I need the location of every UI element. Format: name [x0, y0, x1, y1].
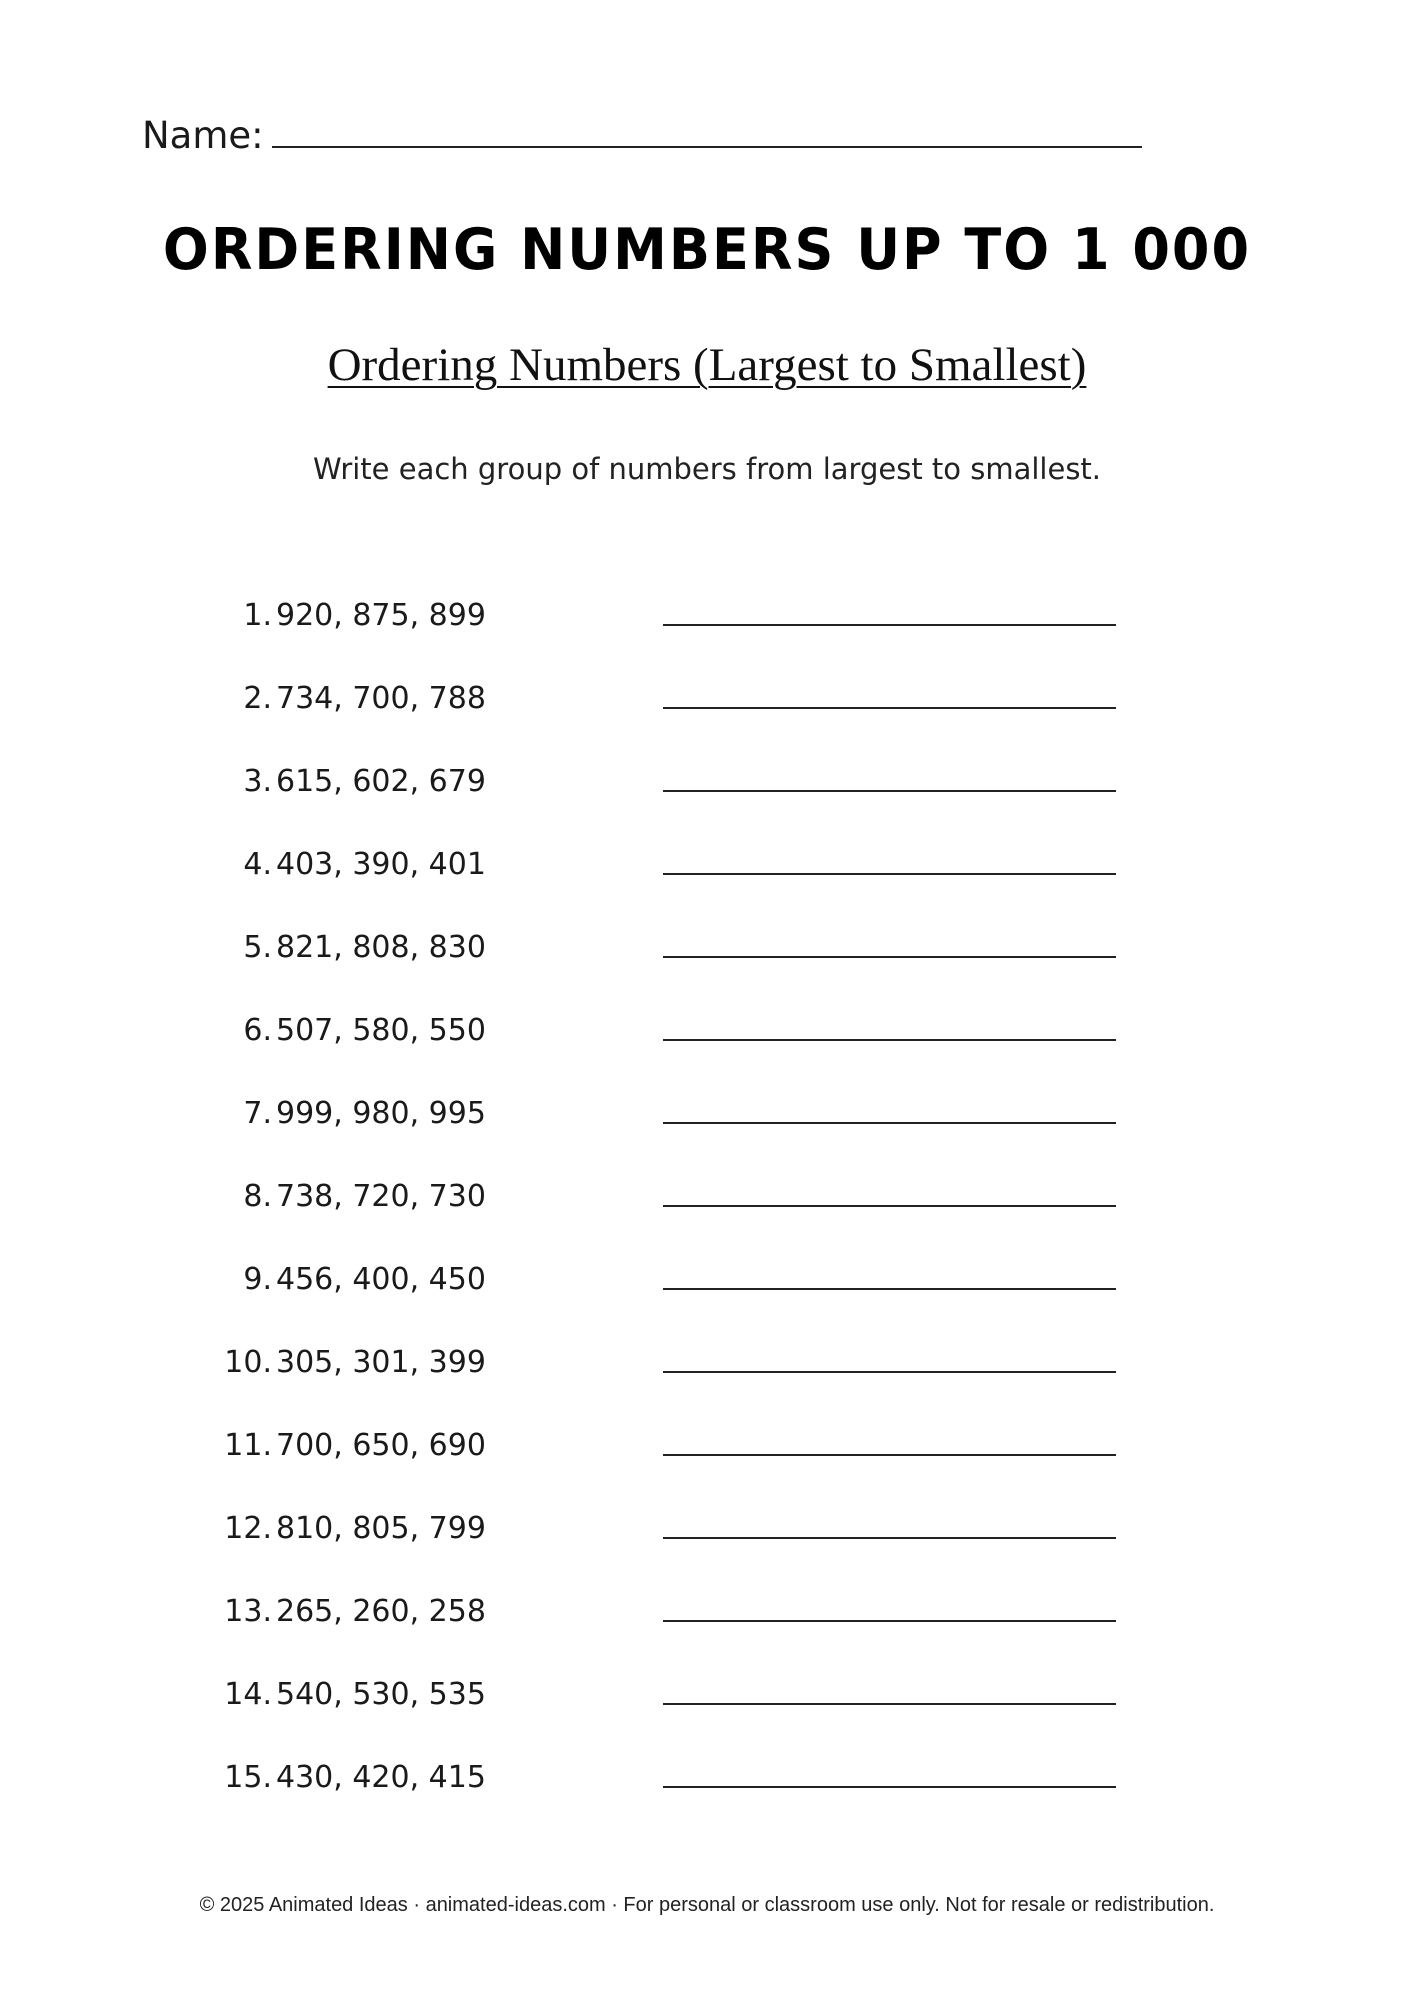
name-label: Name: [142, 114, 264, 157]
problem-values: 430, 420, 415 [276, 1760, 486, 1795]
problem-item [0, 588, 1414, 648]
problem-values: 734, 700, 788 [276, 681, 486, 716]
problem-item [0, 920, 1414, 980]
problem-values: 920, 875, 899 [276, 598, 486, 633]
problem-values: 456, 400, 450 [276, 1262, 486, 1297]
name-field-row [142, 114, 1142, 157]
problem-number: 11. [224, 1428, 272, 1463]
problem-number: 9. [243, 1262, 272, 1297]
problem-values: 700, 650, 690 [276, 1428, 486, 1463]
answer-line[interactable] [663, 1039, 1116, 1041]
answer-line[interactable] [663, 1786, 1116, 1788]
problem-number: 6. [243, 1013, 272, 1048]
problem-values: 810, 805, 799 [276, 1511, 486, 1546]
problem-number: 7. [243, 1096, 272, 1131]
problem-item [0, 1584, 1414, 1644]
answer-line[interactable] [663, 1620, 1116, 1622]
problem-item [0, 1169, 1414, 1229]
problem-item [0, 1418, 1414, 1478]
page-title: ORDERING NUMBERS UP TO 1 000 [162, 216, 1252, 283]
problem-values: 507, 580, 550 [276, 1013, 486, 1048]
problem-number: 1. [243, 598, 272, 633]
problem-values: 999, 980, 995 [276, 1096, 486, 1131]
section-subtitle: Ordering Numbers (Largest to Smallest) [327, 339, 1087, 391]
problem-item [0, 1003, 1414, 1063]
answer-line[interactable] [663, 873, 1116, 875]
answer-line[interactable] [663, 1205, 1116, 1207]
problem-item [0, 1335, 1414, 1395]
problem-number: 14. [224, 1677, 272, 1712]
problem-values: 305, 301, 399 [276, 1345, 486, 1380]
problem-values: 403, 390, 401 [276, 847, 486, 882]
problem-values: 540, 530, 535 [276, 1677, 486, 1712]
problem-number: 12. [224, 1511, 272, 1546]
problem-number: 4. [243, 847, 272, 882]
answer-line[interactable] [663, 1703, 1116, 1705]
answer-line[interactable] [663, 707, 1116, 709]
problem-values: 738, 720, 730 [276, 1179, 486, 1214]
problem-item [0, 1501, 1414, 1561]
answer-line[interactable] [663, 624, 1116, 626]
instruction-text: Write each group of numbers from largest to smallest. [312, 452, 1102, 486]
problem-item [0, 837, 1414, 897]
copyright-footer: © 2025 Animated Ideas · animated-ideas.com · For personal or classroom use only. Not for resale or redistribution. [199, 1894, 1215, 1916]
answer-line[interactable] [663, 1537, 1116, 1539]
problem-values: 265, 260, 258 [276, 1594, 486, 1629]
answer-line[interactable] [663, 790, 1116, 792]
answer-line[interactable] [663, 1122, 1116, 1124]
answer-line[interactable] [663, 1454, 1116, 1456]
answer-line[interactable] [663, 1371, 1116, 1373]
problem-number: 5. [243, 930, 272, 965]
problem-number: 3. [243, 764, 272, 799]
problem-item [0, 1750, 1414, 1810]
name-line[interactable] [272, 116, 1142, 148]
problem-item [0, 1086, 1414, 1146]
problem-number: 2. [243, 681, 272, 716]
problem-number: 13. [224, 1594, 272, 1629]
problem-item [0, 1252, 1414, 1312]
problem-number: 8. [243, 1179, 272, 1214]
answer-line[interactable] [663, 1288, 1116, 1290]
problem-number: 10. [224, 1345, 272, 1380]
problem-values: 615, 602, 679 [276, 764, 486, 799]
problem-values: 821, 808, 830 [276, 930, 486, 965]
problem-item [0, 1667, 1414, 1727]
answer-line[interactable] [663, 956, 1116, 958]
problem-item [0, 754, 1414, 814]
problem-number: 15. [224, 1760, 272, 1795]
problem-item [0, 671, 1414, 731]
